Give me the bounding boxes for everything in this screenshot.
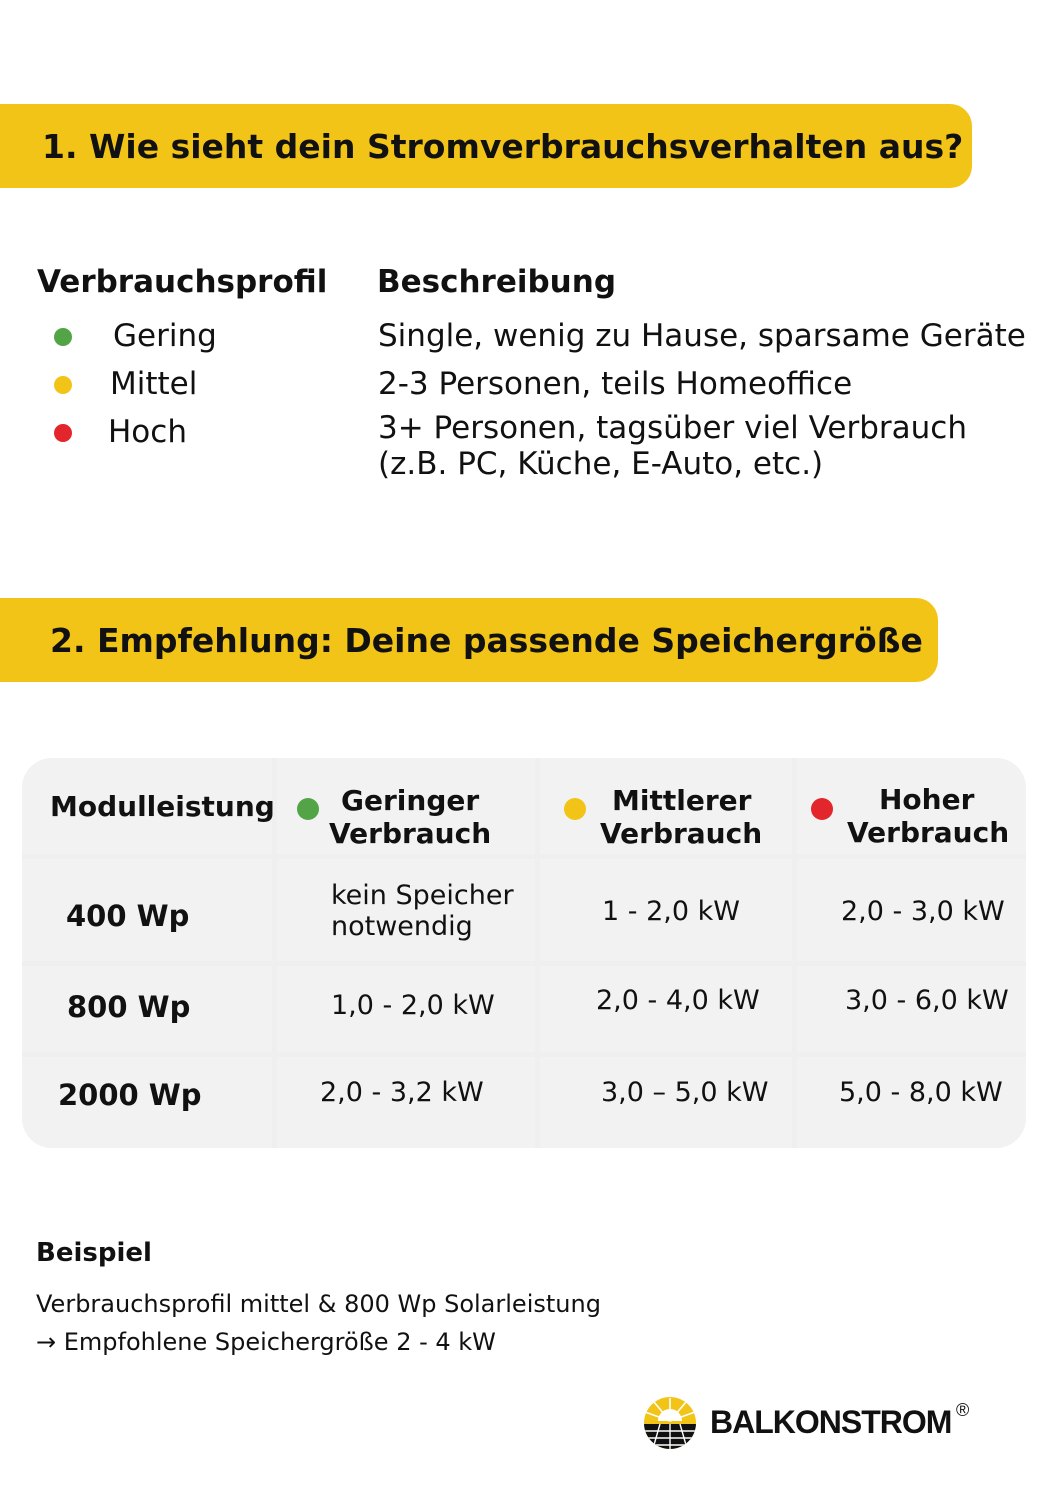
profile-description: Single, wenig zu Hause, sparsame Geräte	[378, 318, 1026, 354]
header-high-line1: Hoher	[879, 783, 975, 816]
header-module: Modulleistung	[50, 790, 275, 823]
description-column-header: Beschreibung	[377, 264, 617, 300]
header-cell-low	[277, 758, 535, 854]
sun-solar-panel-icon	[642, 1394, 698, 1452]
row-high-value: 2,0 - 3,0 kW	[841, 896, 1005, 927]
red-dot-icon	[54, 424, 72, 442]
row-800-module-cell	[22, 966, 272, 1052]
row-low-line2: notwendig	[331, 911, 473, 942]
row-800-high-cell	[797, 966, 1026, 1052]
row-module-label: 400 Wp	[66, 899, 190, 933]
row-400-mid-cell	[540, 859, 792, 961]
example-line1: Verbrauchsprofil mittel & 800 Wp Solarleistung	[36, 1290, 601, 1318]
row-400-high-cell	[797, 859, 1026, 961]
green-dot-icon	[54, 328, 72, 346]
balkonstrom-logo	[642, 1394, 982, 1454]
header-mid-line2: Verbrauch	[600, 817, 763, 850]
section2-title-banner	[0, 598, 938, 682]
profile-description-line1: 3+ Personen, tagsüber viel Verbrauch	[378, 410, 967, 446]
row-mid-value: 3,0 – 5,0 kW	[601, 1077, 769, 1108]
profile-description-line2: (z.B. PC, Küche, E-Auto, etc.)	[378, 446, 824, 482]
row-high-value: 3,0 - 6,0 kW	[845, 985, 1009, 1016]
red-dot-icon	[811, 798, 833, 820]
header-low-line1: Geringer	[341, 784, 480, 817]
header-cell-mid	[540, 758, 792, 854]
row-2000-low-cell	[277, 1057, 535, 1148]
profile-label: Hoch	[108, 414, 187, 450]
example-line2: → Empfohlene Speichergröße 2 - 4 kW	[36, 1328, 496, 1356]
profile-label: Mittel	[110, 366, 198, 402]
example-title: Beispiel	[36, 1238, 152, 1268]
section2-title: 2. Empfehlung: Deine passende Speichergröße	[50, 620, 923, 660]
green-dot-icon	[297, 798, 319, 820]
yellow-dot-icon	[564, 798, 586, 820]
example-block	[36, 1238, 736, 1356]
header-low-line2: Verbrauch	[329, 817, 492, 850]
row-low-line1: kein Speicher	[331, 880, 514, 911]
row-400-low-cell	[277, 859, 535, 961]
profile-label: Gering	[113, 318, 217, 354]
header-high-line2: Verbrauch	[847, 816, 1010, 849]
row-mid-value: 1 - 2,0 kW	[602, 896, 740, 927]
profile-column-header: Verbrauchsprofil	[37, 264, 328, 300]
storage-recommendation-table	[22, 758, 1026, 1148]
header-cell-module	[22, 758, 275, 854]
registered-mark: ®	[956, 1400, 970, 1420]
header-cell-high	[797, 758, 1026, 854]
logo-text: BALKONSTROM	[710, 1404, 952, 1440]
row-low-value: 2,0 - 3,2 kW	[320, 1077, 484, 1108]
profile-description: 2-3 Personen, teils Homeoffice	[378, 366, 853, 402]
row-module-label: 2000 Wp	[58, 1078, 202, 1112]
row-low-value: 1,0 - 2,0 kW	[331, 990, 495, 1021]
row-800-low-cell	[277, 966, 535, 1052]
section1-title-banner	[0, 104, 972, 188]
row-2000-mid-cell	[540, 1057, 792, 1148]
row-mid-value: 2,0 - 4,0 kW	[596, 985, 760, 1016]
row-high-value: 5,0 - 8,0 kW	[839, 1077, 1003, 1108]
section1-title: 1. Wie sieht dein Stromverbrauchsverhalten aus?	[42, 126, 964, 166]
consumption-profile-list	[0, 260, 1040, 500]
row-2000-high-cell	[797, 1057, 1026, 1148]
header-mid-line1: Mittlerer	[612, 784, 752, 817]
row-2000-module-cell	[22, 1057, 272, 1148]
row-800-mid-cell	[540, 966, 792, 1052]
yellow-dot-icon	[54, 376, 72, 394]
row-module-label: 800 Wp	[67, 990, 191, 1024]
row-400-module-cell	[22, 859, 272, 961]
